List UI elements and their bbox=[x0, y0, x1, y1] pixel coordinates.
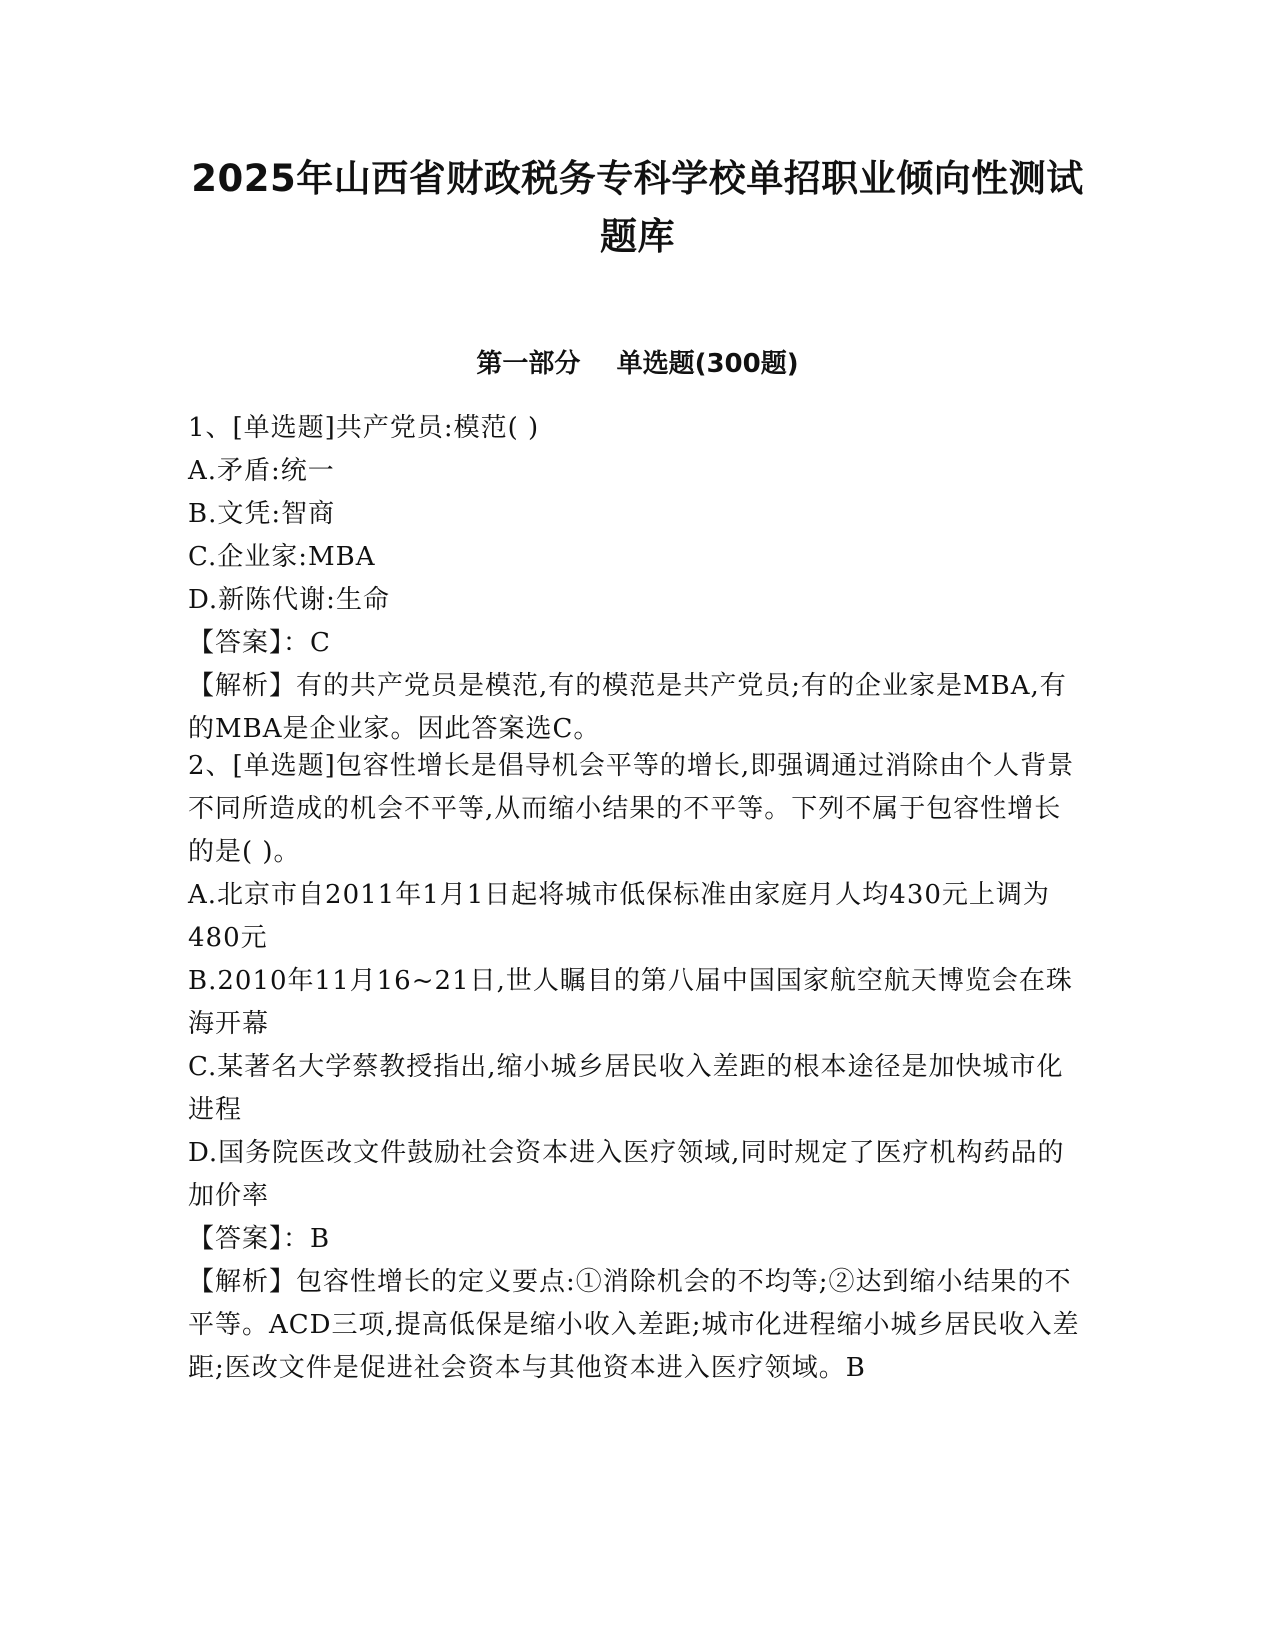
question-analysis: 【解析】包容性增长的定义要点:①消除机会的不均等;②达到缩小结果的不平等。ACD三项,提高低保是缩小收入差距;城市化进程缩小城乡居民收入差距;医改文件是促进社会资本与其他资本进入医疗领域。B bbox=[188, 1267, 1080, 1383]
question-option-d: D.国务院医改文件鼓励社会资本进入医疗领域,同时规定了医疗机构药品的加价率 bbox=[188, 1138, 1065, 1211]
document-title bbox=[150, 150, 1125, 266]
question-answer: 【答案】：B bbox=[188, 1224, 331, 1254]
document-title-line-1: 2025年山西省财政税务专科学校单招职业倾向性测试 bbox=[191, 157, 1084, 200]
question-option-c: C.企业家:MBA bbox=[188, 542, 376, 572]
question-stem: 2、[单选题]包容性增长是倡导机会平等的增长,即强调通过消除由个人背景不同所造成的机会不平等,从而缩小结果的不平等。下列不属于包容性增长的是( )。 bbox=[188, 751, 1075, 867]
question-option-b: B.2010年11月16~21日,世人瞩目的第八届中国国家航空航天博览会在珠海开幕 bbox=[188, 966, 1073, 1039]
question-option-a: A.北京市自2011年1月1日起将城市低保标准由家庭月人均430元上调为480元 bbox=[188, 880, 1050, 953]
question-option-c: C.某著名大学蔡教授指出,缩小城乡居民收入差距的根本途径是加快城市化进程 bbox=[188, 1052, 1064, 1125]
section-heading: 第一部分 单选题(300题) bbox=[476, 349, 799, 379]
question-analysis: 【解析】有的共产党员是模范,有的模范是共产党员;有的企业家是MBA,有的MBA是企业家。因此答案选C。 bbox=[188, 671, 1067, 744]
question-option-a: A.矛盾:统一 bbox=[188, 456, 335, 486]
document-title-line-2: 题库 bbox=[600, 215, 675, 258]
question-2 bbox=[188, 745, 1088, 1390]
question-option-b: B.文凭:智商 bbox=[188, 499, 336, 529]
question-1 bbox=[188, 407, 1088, 751]
question-answer: 【答案】：C bbox=[188, 628, 331, 658]
question-option-d: D.新陈代谢:生命 bbox=[188, 585, 390, 615]
question-stem: 1、[单选题]共产党员:模范( ) bbox=[188, 413, 540, 443]
